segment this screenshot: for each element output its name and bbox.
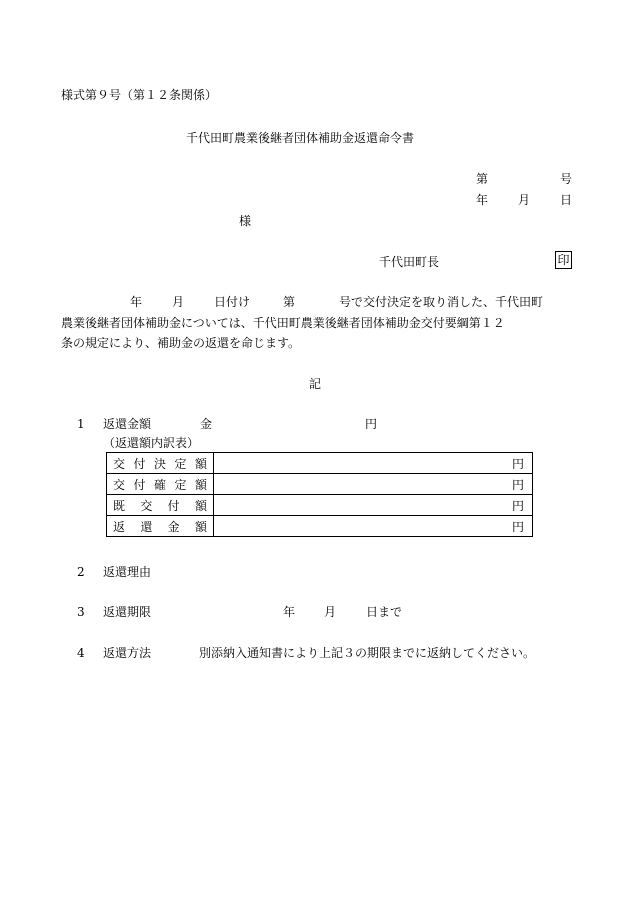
doc-number-prefix: 第 [476,172,489,186]
body-line1-month: 月 [172,295,185,309]
doc-number-suffix: 号 [560,172,573,186]
date-day: 日 [560,193,573,207]
body-line1-dated: 日付け [214,295,251,309]
issuer-name: 千代田町長 [379,255,440,269]
addressee-honorific: 様 [239,214,252,228]
row-label: 返還金額 [107,516,214,537]
item3-month: 月 [324,605,337,619]
row-amount: 円 [214,516,533,537]
item3-label: 返還期限 [103,605,152,619]
item1-label: 返還金額 [103,417,152,431]
table-row [107,495,533,516]
date-year: 年 [476,193,489,207]
item1-number: 1 [77,417,85,431]
body-line3: 条の規定により、補助金の返還を命じます。 [61,336,301,350]
item4-text: 別添納入通知書により上記３の期限までに返納してください。 [199,646,536,660]
breakdown-table [106,452,533,537]
item1-yen: 円 [365,417,378,431]
table-row [107,516,533,537]
item3-year: 年 [283,605,296,619]
row-label: 既交付額 [107,495,214,516]
item3-number: 3 [77,605,85,619]
body-line1-year: 年 [130,295,143,309]
body-line1-no: 第 [283,295,296,309]
body-line1-rest: 号で交付決定を取り消した、千代田町 [339,295,544,309]
row-label: 交付確定額 [107,474,214,495]
item1-kin: 金 [200,417,213,431]
row-amount: 円 [214,453,533,474]
row-label: 交付決定額 [107,453,214,474]
row-amount: 円 [214,495,533,516]
body-line2: 農業後継者団体補助金については、千代田町農業後継者団体補助金交付要綱第１２ [61,316,505,330]
table-row [107,453,533,474]
item3-day: 日まで [366,605,403,619]
document-title: 千代田町農業後継者団体補助金返還命令書 [186,131,415,145]
date-month: 月 [518,193,531,207]
ki-heading: 記 [309,377,322,391]
item2-number: 2 [77,565,85,579]
item4-label: 返還方法 [103,646,152,660]
form-number: 様式第９号（第１２条関係） [61,88,218,102]
item2-label: 返還理由 [103,565,152,579]
table-row [107,474,533,495]
item4-number: 4 [77,646,85,660]
seal-stamp: 印 [555,251,572,269]
breakdown-title: （返還額内訳表） [103,436,200,450]
row-amount: 円 [214,474,533,495]
